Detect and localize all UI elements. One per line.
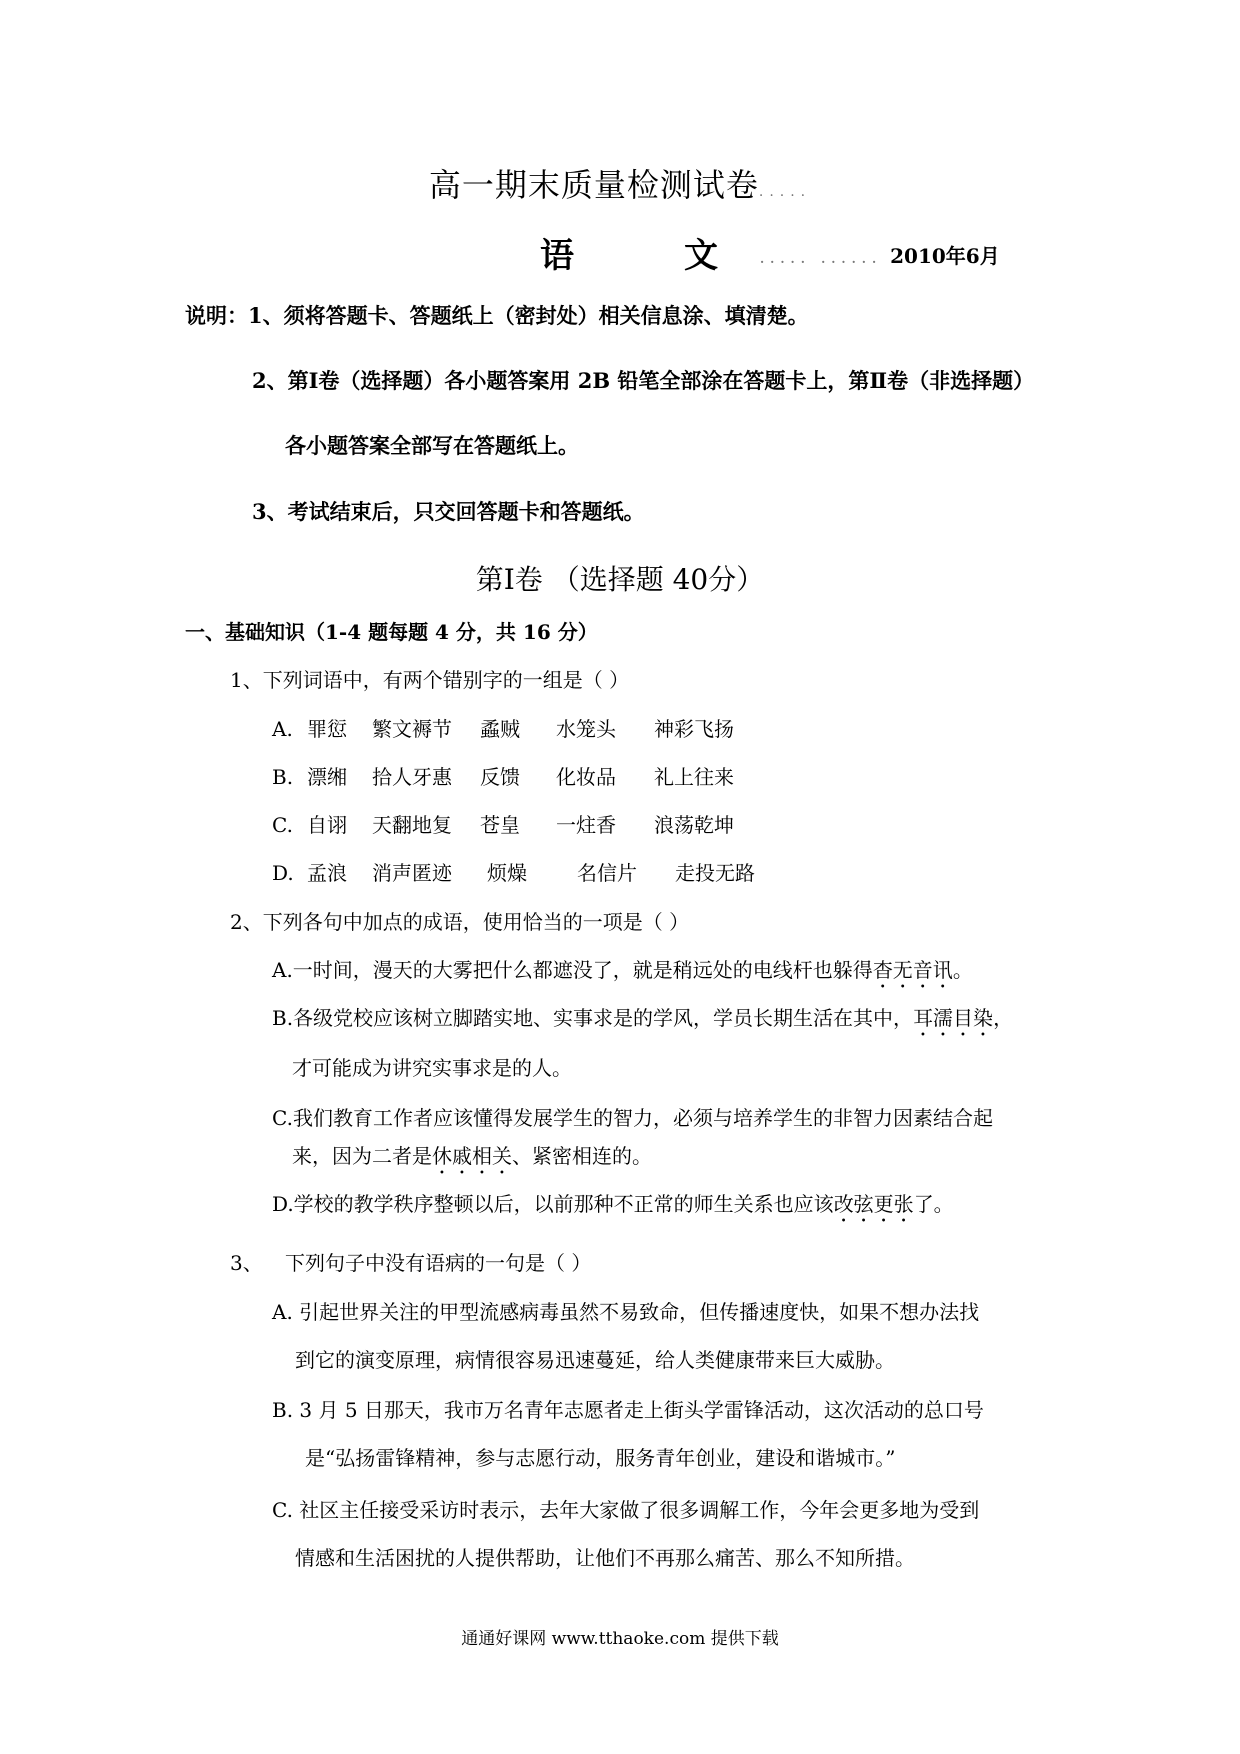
q1-option-c: C. 自诩 天翻地复 苍皇 一炷香 浪荡乾坤 (272, 813, 734, 837)
subject-char-2: 文 (684, 236, 718, 276)
q2-option-c-line1: C.我们教育工作者应该懂得发展学生的智力，必须与培养学生的非智力因素结合起 (272, 1106, 993, 1130)
q3-option-b-line1: B. 3 月 5 日那天，我市万名青年志愿者走上街头学雷锋活动，这次活动的总口号 (272, 1398, 984, 1422)
q3-option-a-line1: A. 引起世界关注的甲型流感病毒虽然不易致命，但传播速度快，如果不想办法找 (272, 1300, 980, 1324)
part-title: 一、基础知识（1-4 题每题 4 分，共 16 分） (185, 620, 598, 644)
q2-c-marked-idiom: 休戚相关 (432, 1144, 512, 1168)
q3-option-c-line2: 情感和生活困扰的人提供帮助，让他们不再那么痛苦、那么不知所措。 (295, 1546, 915, 1570)
question-1-stem: 1、下列词语中，有两个错别字的一组是（ ） (230, 668, 630, 692)
q2-d-marked-idiom: 改弦更张 (833, 1192, 914, 1216)
page-footer: 通通好课网 www.tthaoke.com 提供下载 (461, 1629, 779, 1649)
q3-option-b-line2: 是“弘扬雷锋精神，参与志愿行动，服务青年创业，建设和谐城市。” (305, 1446, 896, 1470)
q2-option-a: A.一时间，漫天的大雾把什么都遮没了，就是稍远处的电线杆也躲得杳无音讯。 (272, 958, 973, 982)
q3-option-a-line2: 到它的演变原理，病情很容易迅速蔓延，给人类健康带来巨大威胁。 (295, 1348, 895, 1372)
q1-option-d: D. 孟浪 消声匿迹 烦燥 名信片 走投无路 (272, 861, 755, 885)
instruction-1: 说明：1、须将答题卡、答题纸上（密封处）相关信息涂、填清楚。 (185, 303, 809, 328)
question-3-stem: 下列句子中没有语病的一句是（ ） (285, 1251, 592, 1275)
question-3-number: 3、 (230, 1251, 263, 1275)
instruction-2-cont: 各小题答案全部写在答题纸上。 (285, 433, 579, 458)
q2-a-marked-idiom: 杳无音讯 (872, 958, 953, 982)
q2-option-b: B.各级党校应该树立脚踏实地、实事求是的学风，学员长期生活在其中，耳濡目染， (272, 1006, 1014, 1030)
subject-heading (540, 228, 718, 277)
exam-title: 高一期末质量检测试卷..... (428, 166, 812, 204)
section-title: 第Ⅰ卷 （选择题 40分） (475, 563, 765, 596)
exam-date-text: 2010年6月 (890, 244, 1000, 268)
q1-option-b: B. 漂缃 拾人牙惠 反馈 化妆品 礼上往来 (272, 765, 734, 789)
instruction-2: 2、第Ⅰ卷（选择题）各小题答案用 2B 铅笔全部涂在答题卡上，第Ⅱ卷（非选择题） (252, 368, 1035, 393)
q2-option-b-cont: 才可能成为讲究实事求是的人。 (292, 1056, 572, 1080)
subject-char-1: 语 (540, 236, 574, 276)
q2-b-marked-idiom: 耳濡目染 (913, 1006, 994, 1030)
exam-title-text: 高一期末质量检测试卷 (428, 166, 759, 204)
q1-option-a: A. 罪愆 繁文褥节 蟊贼 水笼头 神彩飞扬 (272, 717, 734, 741)
question-2-stem: 2、下列各句中加点的成语，使用恰当的一项是（ ） (230, 910, 690, 934)
exam-date: ..... ...... 2010年6月 (760, 244, 1000, 268)
q2-option-c-line2: 来，因为二者是休戚相关、紧密相连的。 (292, 1144, 652, 1168)
instruction-3: 3、考试结束后，只交回答题卡和答题纸。 (252, 499, 645, 524)
q3-option-c-line1: C. 社区主任接受采访时表示，去年大家做了很多调解工作，今年会更多地为受到 (272, 1498, 980, 1522)
q2-option-d: D.学校的教学秩序整顿以后，以前那种不正常的师生关系也应该改弦更张了。 (272, 1192, 954, 1216)
